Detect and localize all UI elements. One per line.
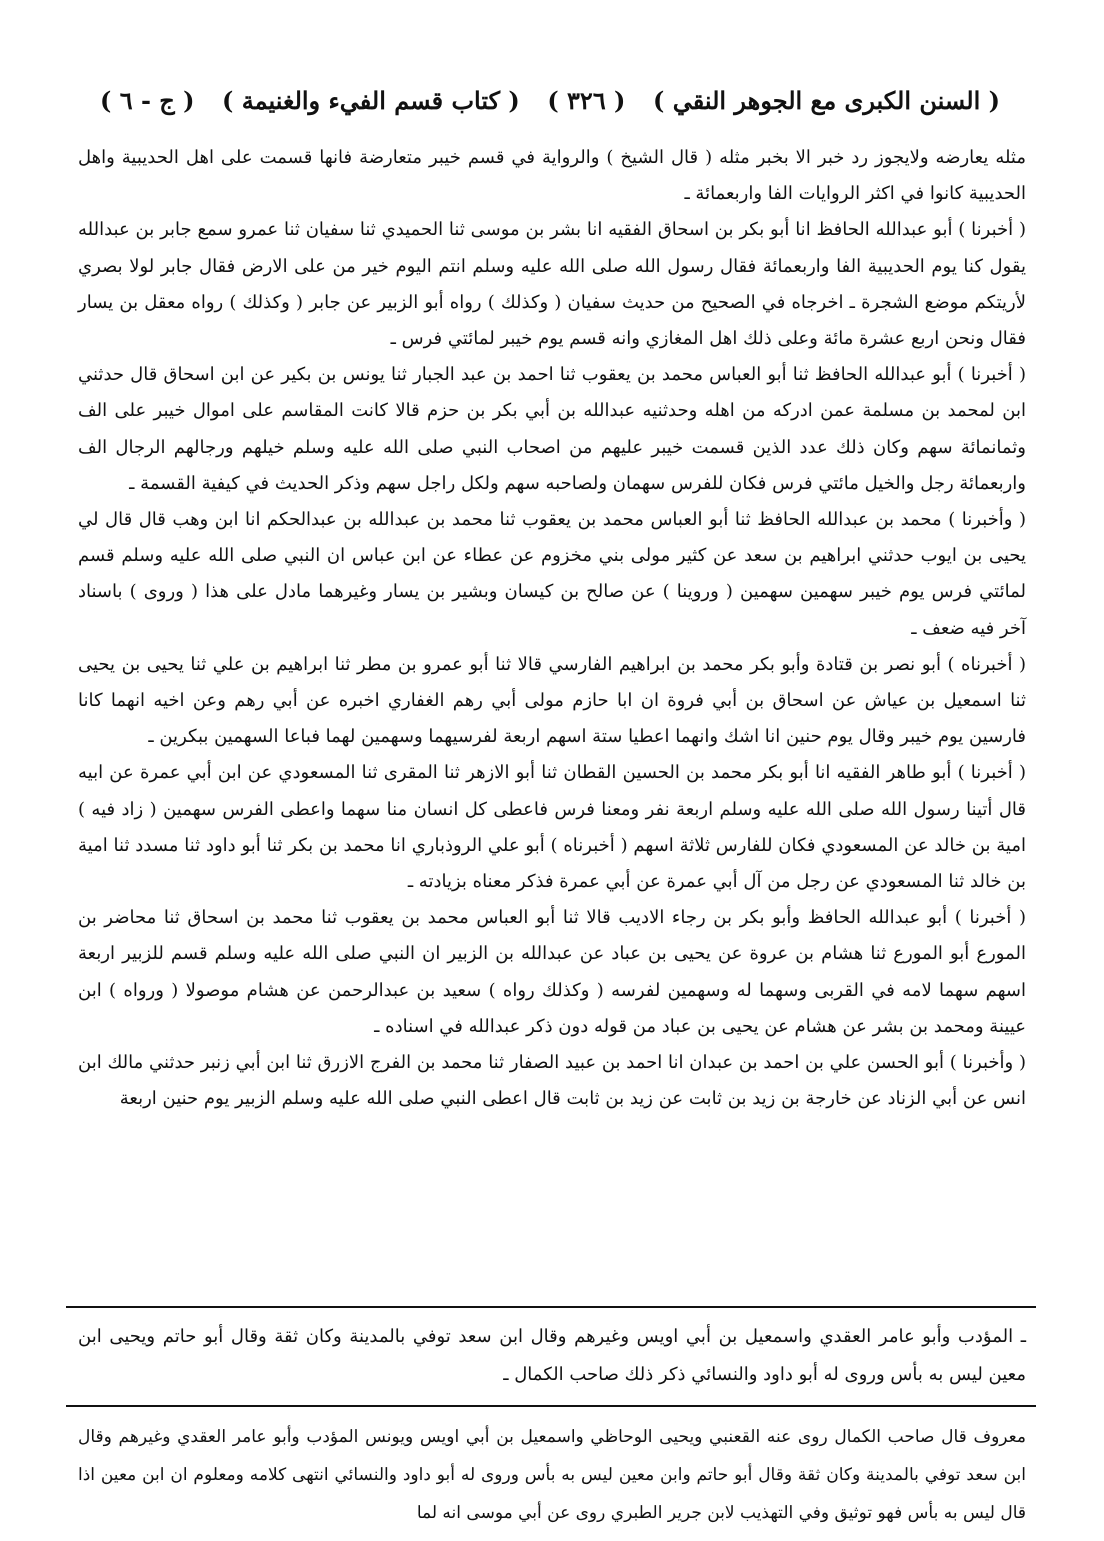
footnote-divider — [66, 1306, 1036, 1308]
volume-number: ( ج - ٦ ) — [100, 85, 195, 115]
commentary-divider — [66, 1405, 1036, 1407]
paragraph: ( أخبرنا ) أبو طاهر الفقيه انا أبو بكر محمد بن الحسين القطان ثنا أبو الازهر ثنا المقرى ثنا المسعودي عن ابن أبي عمرة عن ابيه قال أتينا رسول الله صلى الله عليه وسلم اربعة نفر ومعنا فرس فاعطى كل انسان منا سهما واعطى الفرس سهمين ( زاد فيه ) امية بن خالد عن المسعودي فكان للفارس ثلاثة اسهم ( أخبرناه ) أبو علي الروذباري انا محمد بن بكر ثنا أبو داود ثنا مسدد ثنا امية بن خالد ثنا المسعودي عن رجل من آل أبي عمرة عن أبي عمرة فذكر معناه بزيادته ـ — [78, 762, 1026, 893]
paragraph: ( أخبرناه ) أبو نصر بن قتادة وأبو بكر محمد بن ابراهيم الفارسي قالا ثنا أبو عمرو بن مطر ثنا ابراهيم بن علي ثنا يحيى بن يحيى ثنا اسمعيل بن عياش عن اسحاق بن أبي فروة ان ابا حازم مولى أبي رهم الغفاري اخبره عن أبي رهم وعن اخيه انهما كانا فارسين يوم خيبر وقال يوم حنين انا اشك وانهما اعطيا ستة اسهم اربعة لفرسيهما وسهمين لهما فباعا السهمين ببكرين ـ — [78, 653, 1026, 748]
paragraph: ( أخبرنا ) أبو عبدالله الحافظ وأبو بكر بن رجاء الاديب قالا ثنا أبو العباس محمد بن يعقوب ثنا محمد بن اسحاق ثنا محاضر بن المورع أبو المورع ثنا هشام بن عروة عن يحيى بن عباد عن عبدالله بن الزبير ان النبي صلى الله عليه وسلم قسم للزبير اربعة اسهم سهما لامه في القربى وسهما له وسهمين لفرسه ( وكذلك رواه ) سعيد بن عبدالرحمن عن هشام موصولا ( ورواه ) ابن عيينة ومحمد بن بشر عن هشام عن يحيى بن عباد من قوله دون ذكر عبدالله في اسناده ـ — [78, 907, 1026, 1037]
paragraph: ( أخبرنا ) أبو عبدالله الحافظ انا أبو بكر بن اسحاق الفقيه انا بشر بن موسى ثنا الحميدي ثنا سفيان ثنا عمرو سمع جابر بن عبدالله يقول كنا يوم الحديبية الفا واربعمائة فقال رسول الله صلى الله عليه وسلم انتم اليوم خير من على الارض فقال جابر لولا بصري لأريتكم موضع الشجرة ـ اخرجاه في الصحيح من حديث سفيان ( وكذلك ) رواه أبو الزبير عن جابر ( وكذلك ) رواه معقل بن يسار فقال ونحن اربع عشرة مائة وعلى ذلك اهل المغازي وانه قسم يوم خيبر لمائتي فرس ـ — [78, 219, 1026, 350]
main-text — [78, 140, 1026, 1117]
footnote-text: ـ المؤدب وأبو عامر العقدي واسمعيل بن أبي اويس وغيرهم وقال ابن سعد توفي بالمدينة وكان ثقة وقال أبو حاتم ويحيى ابن معين ليس به بأس وروى له أبو داود والنسائي ذكر ذلك صاحب الكمال ـ — [78, 1326, 1026, 1385]
page-number: ( ٣٢٦ ) — [547, 85, 626, 115]
running-header — [100, 80, 1000, 120]
footnote-continuation — [78, 1318, 1026, 1394]
commentary-text — [78, 1418, 1026, 1532]
paragraph: ( وأخبرنا ) أبو الحسن علي بن احمد بن عبدان انا احمد بن عبيد الصفار ثنا محمد بن الفرج الازرق ثنا ابن أبي زنبر حدثني مالك ابن انس عن أبي الزناد عن خارجة بن زيد بن ثابت عن زيد بن ثابت قال اعطى النبي صلى الله عليه وسلم الزبير يوم حنين اربعة — [78, 1052, 1027, 1110]
chapter-title: ( كتاب قسم الفيء والغنيمة ) — [222, 85, 520, 115]
paragraph: ( أخبرنا ) أبو عبدالله الحافظ ثنا أبو العباس محمد بن يعقوب ثنا احمد بن عبد الجبار ثنا يونس بن بكير عن ابن اسحاق قال حدثني ابن لمحمد بن مسلمة عمن ادركه من اهله وحدثنيه عبدالله بن أبي بكر بن حزم قالا كانت المقاسم على اموال خيبر على الف وثمانمائة سهم وكان ذلك عدد الذين قسمت خيبر عليهم من اصحاب النبي صلى الله عليه وسلم خيلهم ورجالهم الرجال الف واربعمائة رجل والخيل مائتي فرس فكان للفرس سهمان ولصاحبه سهم ولكل راجل سهم وذكر الحديث في كيفية القسمة ـ — [78, 364, 1026, 494]
paragraph: ( وأخبرنا ) محمد بن عبدالله الحافظ ثنا أبو العباس محمد بن يعقوب ثنا محمد بن عبدالله بن عبدالحكم انا ابن وهب قال قال لي يحيى بن ايوب حدثني ابراهيم بن سعد عن كثير مولى بني مخزوم عن عطاء عن ابن عباس ان النبي صلى الله عليه وسلم قسم لمائتي فرس يوم خيبر سهمين سهمين ( وروينا ) عن صالح بن كيسان وبشير بن يسار وغيرهما مادل على هذا ( وروى ) باسناد آخر فيه ضعف ـ — [78, 509, 1026, 639]
paragraph: مثله يعارضه ولايجوز رد خبر الا بخبر مثله ( قال الشيخ ) والرواية في قسم خيبر متعارضة فانها قسمت على اهل الحديبية واهل الحديبية كانوا في اكثر الروايات الفا واربعمائة ـ — [78, 147, 1026, 205]
book-title: ( السنن الكبرى مع الجوهر النقي ) — [652, 85, 1000, 115]
commentary-paragraph: معروف قال صاحب الكمال روى عنه القعنبي ويحيى الوحاظي واسمعيل بن أبي اويس ويونس المؤدب وأبو عامر العقدي وغيرهم وقال ابن سعد توفي بالمدينة وكان ثقة وقال أبو حاتم وابن معين ليس به بأس وروى له أبو داود والنسائي انتهى كلامه ومعلوم ان ابن معين اذا قال ليس به بأس فهو توثيق وفي التهذيب لابن جرير الطبري روى عن أبي موسى انه لما — [78, 1427, 1026, 1523]
